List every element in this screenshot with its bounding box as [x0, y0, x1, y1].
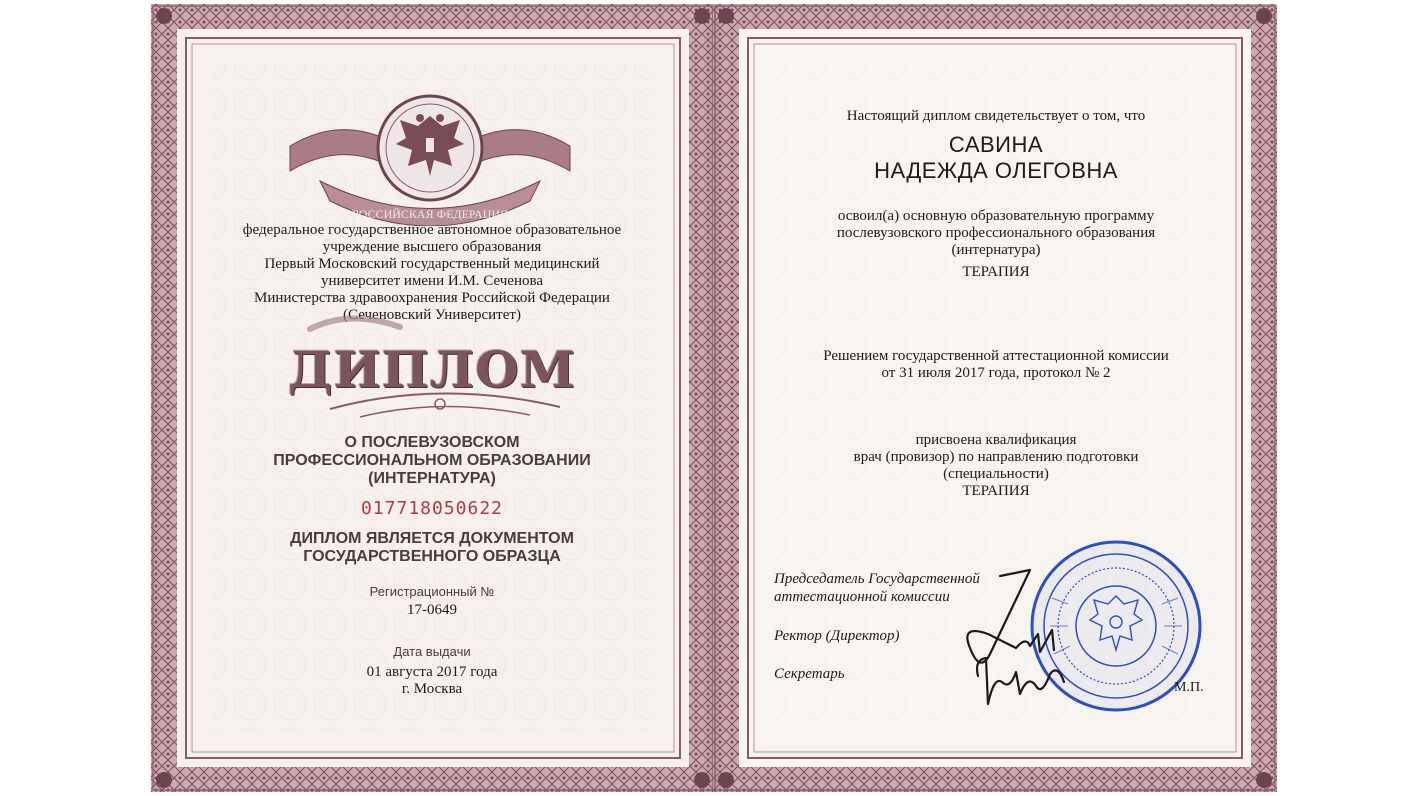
rector-label: Ректор (Директор) — [774, 628, 900, 644]
signatures — [930, 564, 1110, 714]
qualification-text — [714, 432, 1278, 483]
program-line: освоил(а) основную образовательную программу — [837, 208, 1155, 224]
issuer-line: Первый Московский государственный медицинский — [264, 256, 600, 272]
qualification-line: врач (провизор) по направлению подготовки — [853, 449, 1139, 465]
issuer-line: Министерства здравоохранения Российской Федерации — [254, 290, 610, 306]
diploma-spread — [150, 4, 1278, 792]
seal-mark: М.П. — [1174, 680, 1204, 695]
issuer-line: университет имени И.М. Сеченова — [320, 273, 544, 289]
qualification-line: (специальности) — [943, 466, 1049, 482]
subtitle-line: (ИНТЕРНАТУРА) — [368, 470, 496, 487]
chairman-line: Председатель Государственной — [774, 571, 980, 587]
document-subtitle — [150, 434, 714, 488]
issuer-line: учреждение высшего образования — [322, 239, 542, 255]
registration-number: 17-0649 — [407, 602, 457, 618]
qualification-line: присвоена квалификация — [915, 432, 1077, 448]
state-doc-line: ДИПЛОМ ЯВЛЯЕТСЯ ДОКУМЕНТОМ — [290, 530, 574, 547]
qualification-name: ТЕРАПИЯ — [962, 483, 1030, 499]
program-line: (интернатура) — [951, 242, 1041, 258]
document-title: ДИПЛОМ — [287, 340, 577, 399]
issuer-line: (Сеченовский Университет) — [343, 307, 521, 323]
subtitle-line: ПРОФЕССИОНАЛЬНОМ ОБРАЗОВАНИИ — [273, 452, 591, 469]
program-line: послевузовского профессионального образования — [836, 225, 1156, 241]
program-name: ТЕРАПИЯ — [962, 264, 1030, 280]
state-doc-line: ГОСУДАРСТВЕННОГО ОБРАЗЦА — [303, 548, 561, 565]
decision-line: Решением государственной аттестационной комиссии — [823, 348, 1169, 364]
issue-city: г. Москва — [401, 681, 463, 697]
holder-surname: САВИНА — [948, 132, 1044, 157]
emblem-ribbon-text: РОССИЙСКАЯ ФЕДЕРАЦИЯ — [351, 207, 509, 221]
serial-number: 017718050622 — [360, 498, 504, 519]
intro-text: Настоящий диплом свидетельствует о том, что — [846, 108, 1146, 124]
chairman-line: аттестационной комиссии — [774, 589, 950, 605]
registration-label: Регистрационный № — [369, 584, 495, 599]
issuer-line: федеральное государственное автономное образовательное — [242, 222, 622, 238]
holder-given-names: НАДЕЖДА ОЛЕГОВНА — [874, 158, 1118, 183]
commission-decision — [714, 348, 1278, 382]
issue-date: 01 августа 2017 года — [366, 664, 498, 680]
state-document-note — [150, 530, 714, 566]
issue-date-label: Дата выдачи — [393, 644, 471, 659]
subtitle-line: О ПОСЛЕВУЗОВСКОМ — [344, 434, 520, 451]
decision-line: от 31 июля 2017 года, протокол № 2 — [881, 365, 1111, 381]
state-emblem — [280, 86, 580, 226]
secretary-label: Секретарь — [774, 666, 845, 682]
program-description — [714, 208, 1278, 259]
